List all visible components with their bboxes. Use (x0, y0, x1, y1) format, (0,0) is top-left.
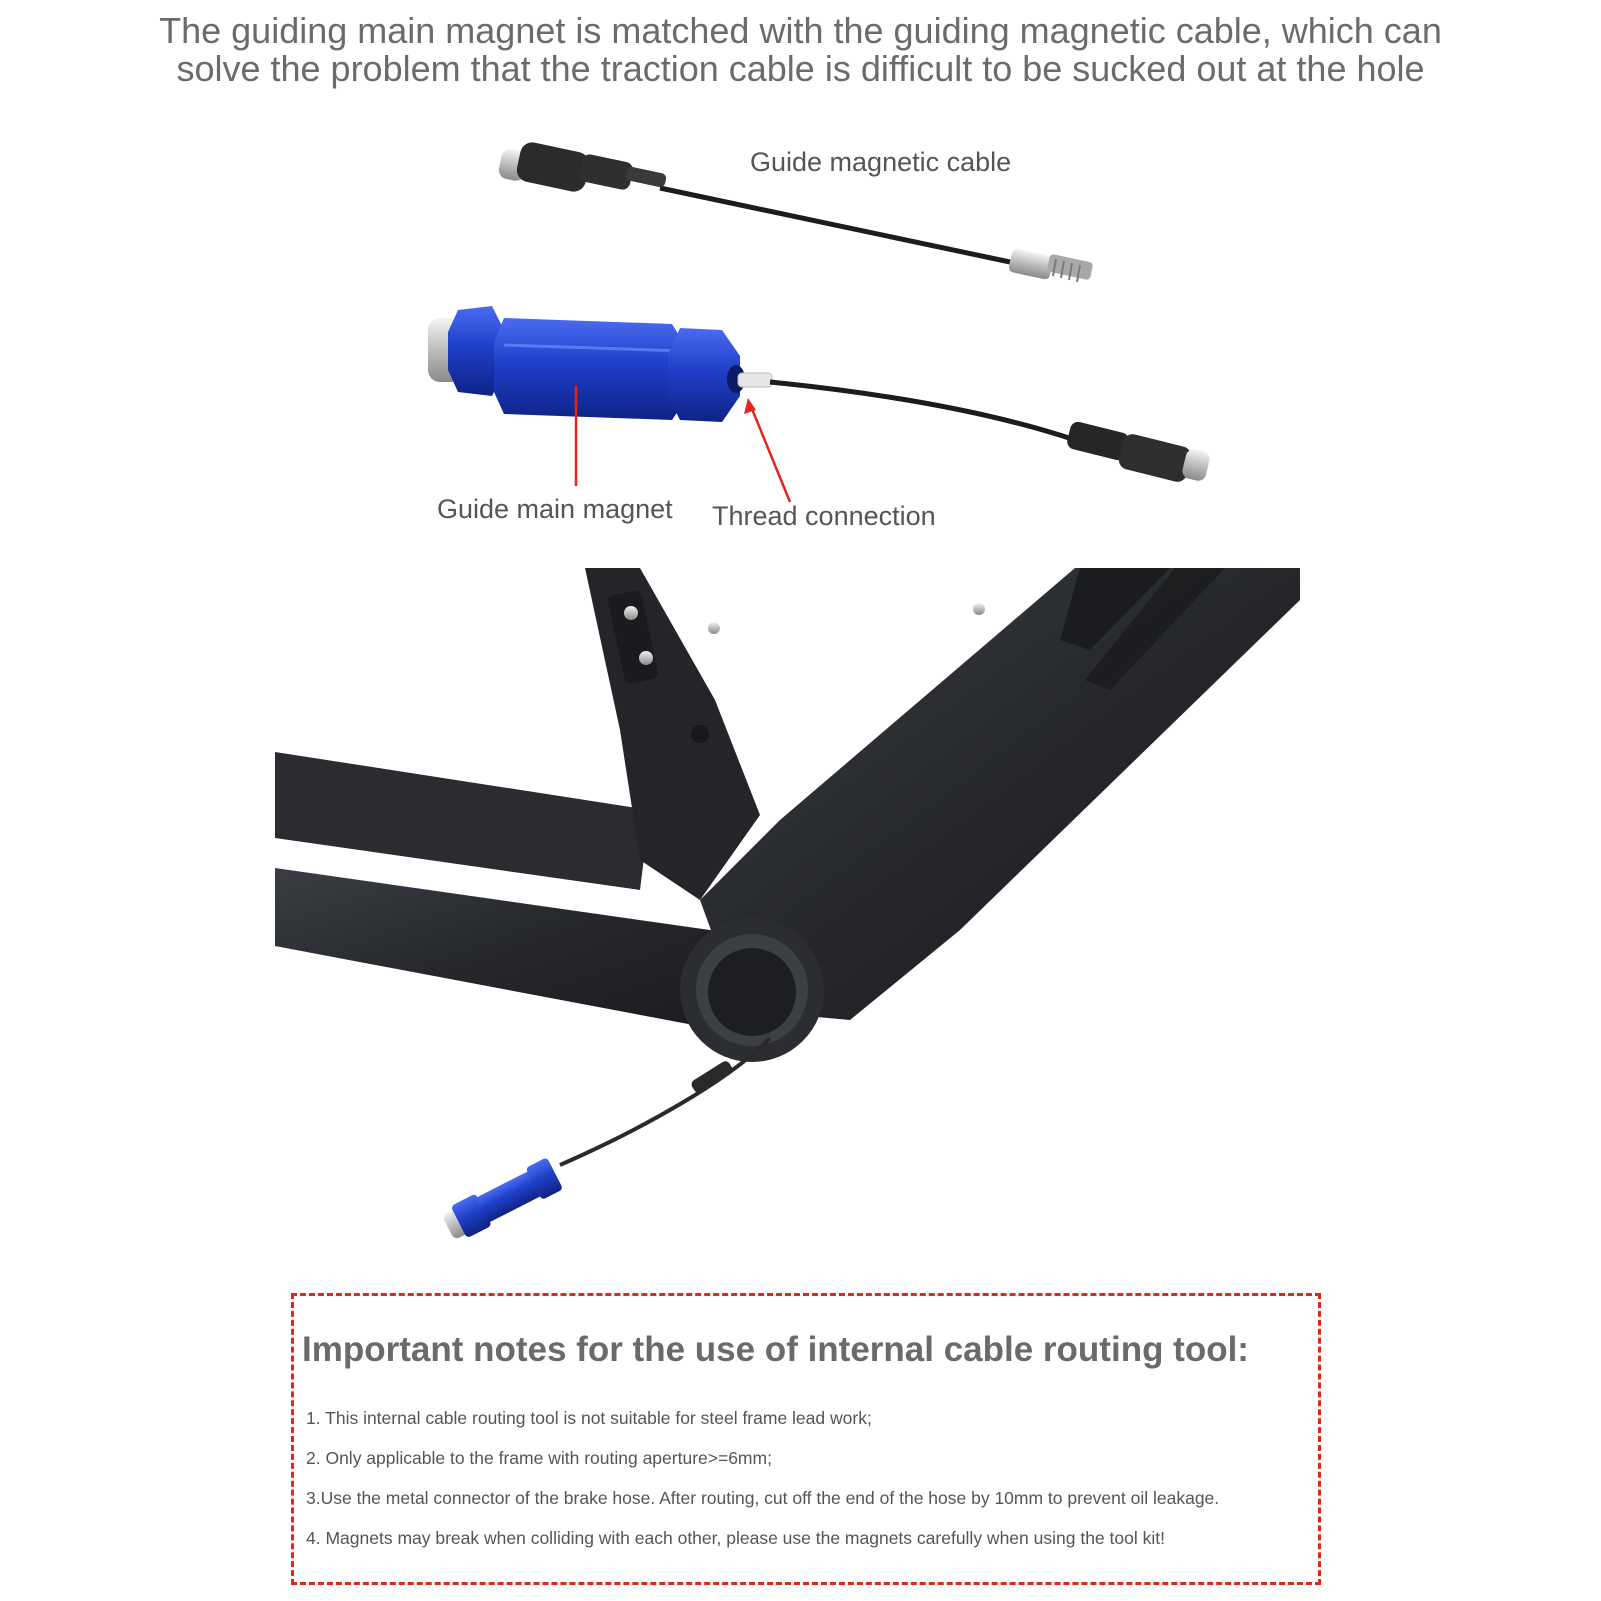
label-guide-main-magnet: Guide main magnet (437, 494, 673, 524)
label-guide-magnetic-cable: Guide magnetic cable (750, 147, 1012, 177)
notes-list (306, 1408, 1316, 1568)
bicycle-frame-photo (275, 568, 1300, 1244)
label-thread-connection: Thread connection (712, 501, 936, 531)
note-item-4: 4. Magnets may break when colliding with each other, please use the magnets carefully when using the tool kit! (306, 1528, 1165, 1548)
note-item-1: 1. This internal cable routing tool is not suitable for steel frame lead work; (306, 1408, 872, 1428)
note-item-2: 2. Only applicable to the frame with routing aperture>=6mm; (306, 1448, 772, 1468)
headline-line-1: The guiding main magnet is matched with the guiding magnetic cable, which can (159, 10, 1442, 51)
important-notes-box (291, 1293, 1321, 1585)
notes-title: Important notes for the use of internal cable routing tool: (302, 1330, 1249, 1369)
note-item-3: 3.Use the metal connector of the brake hose. After routing, cut off the end of the hose by 10mm to prevent oil leakage. (306, 1488, 1220, 1508)
headline-line-2: solve the problem that the traction cable is difficult to be sucked out at the hole (176, 48, 1425, 89)
guide-main-magnet (428, 306, 1211, 484)
